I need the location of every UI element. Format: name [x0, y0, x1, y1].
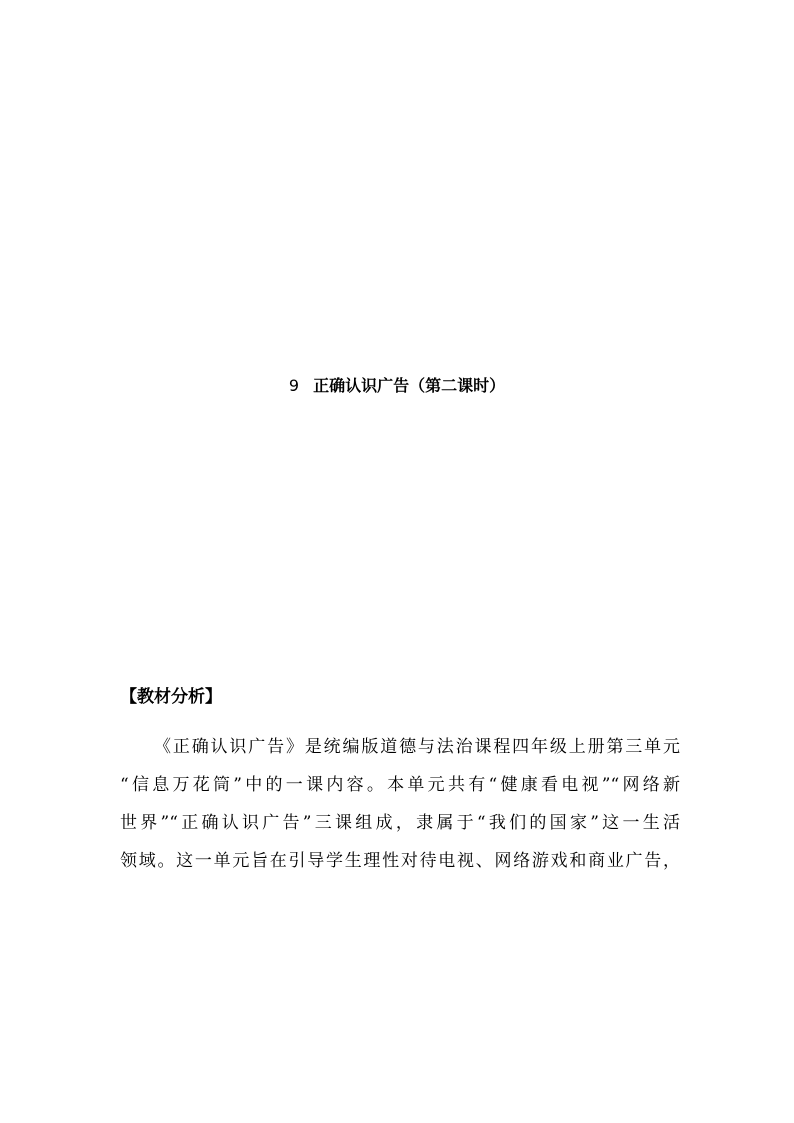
lesson-number: 9 — [288, 376, 300, 395]
paragraph-line: 领域。这一单元旨在引导学生理性对待电视、网络游戏和商业广告， — [120, 851, 680, 871]
lesson-title-text: 正确认识广告（第二课时） — [313, 376, 506, 395]
paragraph-line: 《正确认识广告》是统编版道德与法治课程四年级上册第三单元 — [154, 737, 680, 757]
lesson-title — [0, 374, 794, 398]
analysis-paragraph — [120, 728, 680, 880]
section-heading-textbook-analysis: 【教材分析】 — [120, 687, 222, 707]
paragraph-line: 世界”“正确认识广告”三课组成，隶属于“我们的国家”这一生活 — [120, 813, 680, 833]
paragraph-line: “信息万花筒”中的一课内容。本单元共有“健康看电视”“网络新 — [120, 775, 680, 795]
